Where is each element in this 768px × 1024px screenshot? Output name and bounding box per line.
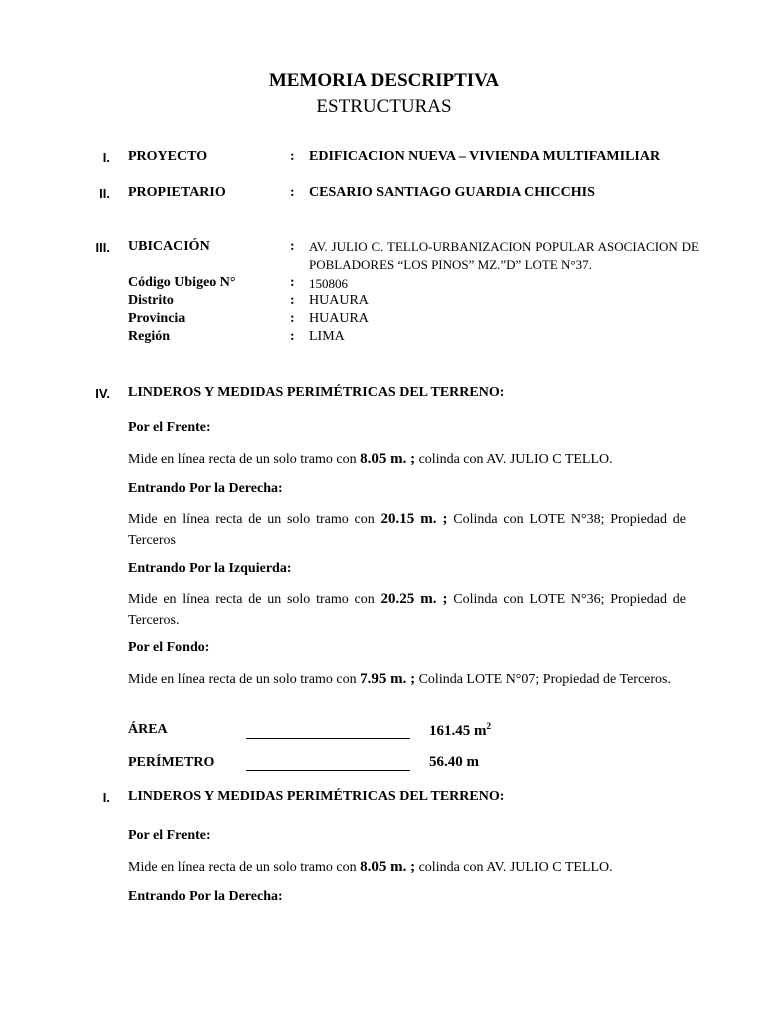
colon: :: [290, 185, 295, 200]
colon: :: [290, 239, 295, 254]
ubigeo-label: Código Ubigeo N°: [128, 275, 236, 290]
frente-heading-repeat: Por el Frente:: [128, 828, 211, 843]
fondo-paragraph: Mide en línea recta de un solo tramo con 7.95 m. ; Colinda LOTE N°07; Propiedad de Terceros.: [128, 671, 672, 687]
colon: :: [290, 311, 295, 326]
area-rule: [246, 738, 410, 739]
derecha-heading: Entrando Por la Derecha:: [128, 481, 283, 496]
frente-paragraph-repeat: Mide en línea recta de un solo tramo con 8.05 m. ; colinda con AV. JULIO C TELLO.: [128, 859, 613, 875]
section-number: I.: [102, 150, 110, 165]
section-number: I.: [102, 790, 110, 805]
area-label: ÁREA: [128, 722, 168, 737]
document-subtitle: ESTRUCTURAS: [316, 96, 452, 117]
izquierda-heading: Entrando Por la Izquierda:: [128, 561, 292, 576]
colon: :: [290, 329, 295, 344]
fondo-heading: Por el Fondo:: [128, 640, 210, 655]
perimetro-value: 56.40 m: [429, 754, 479, 770]
derecha-paragraph: Mide en línea recta de un solo tramo con 20.15 m. ; Colinda con LOTE N°38; Propiedad de Terceros: [128, 511, 686, 548]
perimetro-label: PERÍMETRO: [128, 755, 215, 770]
section-label-proyecto: PROYECTO: [128, 149, 208, 164]
linderos-title-repeat: LINDEROS Y MEDIDAS PERIMÉTRICAS DEL TERRENO:: [128, 789, 505, 804]
section-label-propietario: PROPIETARIO: [128, 185, 226, 200]
derecha-heading-repeat: Entrando Por la Derecha:: [128, 889, 283, 904]
linderos-title: LINDEROS Y MEDIDAS PERIMÉTRICAS DEL TERRENO:: [128, 385, 505, 400]
propietario-value: CESARIO SANTIAGO GUARDIA CHICCHIS: [309, 185, 595, 200]
distrito-label: Distrito: [128, 293, 174, 308]
provincia-label: Provincia: [128, 311, 186, 326]
area-value: 161.45 $m^2$: [429, 721, 491, 739]
colon: :: [290, 293, 295, 308]
region-label: Región: [128, 329, 170, 344]
izquierda-paragraph: Mide en línea recta de un solo tramo con 20.25 m. ; Colinda con LOTE N°36; Propiedad de Terceros.: [128, 591, 686, 628]
perimetro-rule: [246, 770, 410, 771]
colon: :: [290, 275, 295, 290]
region-value: LIMA: [309, 329, 345, 344]
section-number: IV.: [95, 386, 110, 401]
section-number: III.: [95, 240, 110, 255]
frente-paragraph: Mide en línea recta de un solo tramo con 8.05 m. ; colinda con AV. JULIO C TELLO.: [128, 451, 613, 467]
proyecto-value: EDIFICACION NUEVA – VIVIENDA MULTIFAMILIAR: [309, 149, 661, 164]
section-number: II.: [99, 186, 110, 201]
ubicacion-address: AV. JULIO C. TELLO-URBANIZACION POPULAR ASOCIACION DE POBLADORES “LOS PINOS” MZ.”D” LOTE N°37.: [309, 239, 699, 272]
frente-heading: Por el Frente:: [128, 420, 211, 435]
document-title: MEMORIA DESCRIPTIVA: [268, 70, 500, 91]
provincia-value: HUAURA: [309, 311, 369, 326]
distrito-value: HUAURA: [309, 293, 369, 308]
ubigeo-value: 150806: [309, 276, 348, 291]
colon: :: [290, 149, 295, 164]
section-label-ubicacion: UBICACIÓN: [128, 239, 210, 254]
